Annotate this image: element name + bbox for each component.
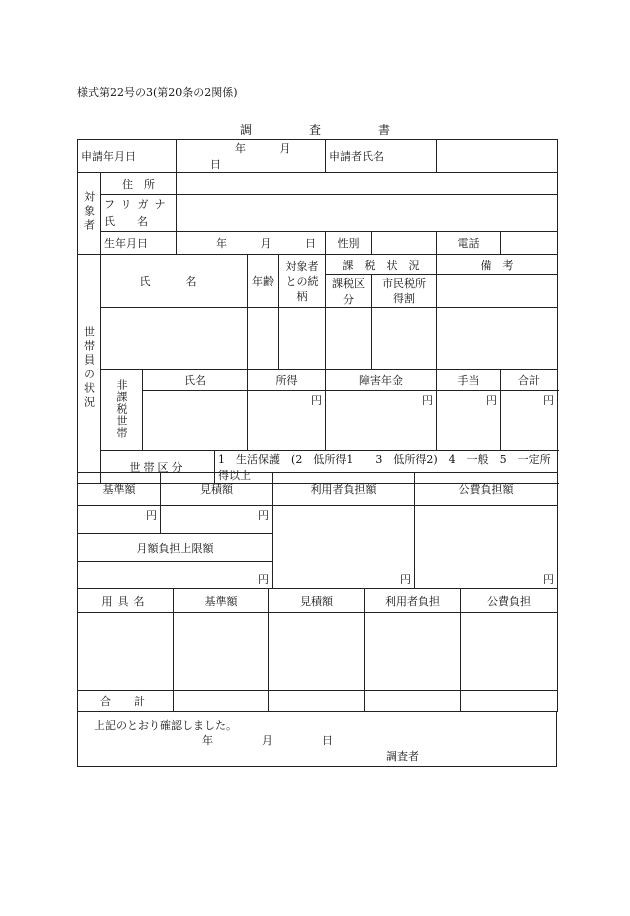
equipment-table	[77, 588, 558, 712]
relation-label: 対象者との続柄	[279, 255, 326, 308]
remarks-field[interactable]	[437, 275, 558, 308]
household-name-label: 氏 名	[101, 255, 248, 308]
investigator-label: 調査者	[386, 750, 419, 763]
amounts-table	[77, 472, 558, 589]
equipment-public-burden-total-field[interactable]	[461, 691, 558, 712]
amounts-header-row	[78, 473, 558, 506]
address-row	[78, 173, 558, 195]
equipment-entry-row	[78, 613, 558, 691]
furigana-name-label: フリガナ 氏 名	[101, 195, 177, 232]
nontax-total-field[interactable]: 円	[501, 391, 558, 451]
nontax-allowance-label: 手当	[437, 370, 501, 391]
nontax-header-row	[78, 370, 558, 391]
document-title	[240, 121, 390, 138]
household-entry-row	[78, 308, 558, 370]
equipment-base-total-field[interactable]	[174, 691, 269, 712]
monthly-cap-field[interactable]: 円	[78, 562, 273, 589]
confirmation-year-label: 年	[202, 734, 213, 747]
form-number: 様式第22号の3(第20条の2関係)	[77, 86, 238, 99]
age-label: 年齢	[248, 255, 279, 308]
application-date-label: 申請年月日	[78, 140, 177, 173]
day-label: 日	[305, 237, 317, 250]
estimate-amount-label: 見積額	[161, 473, 273, 506]
equipment-total-row	[78, 691, 558, 712]
birthdate-label: 生年月日	[101, 232, 177, 255]
birthdate-row	[78, 232, 558, 255]
amounts-value-row	[78, 506, 558, 534]
birthdate-field[interactable]	[177, 232, 326, 255]
title-char: 調	[240, 123, 253, 137]
survey-form-table	[77, 139, 558, 484]
household-category-label: 世帯区分	[101, 451, 215, 484]
confirmation-box	[77, 711, 557, 767]
sex-field[interactable]	[372, 232, 437, 255]
month-label: 月	[260, 237, 272, 250]
equipment-estimate-field[interactable]	[269, 613, 365, 691]
address-label: 住 所	[101, 173, 177, 195]
household-category-options[interactable]: 1 生活保護 (2 低所得1 3 低所得2) 4 一般 5 一定所得以上	[215, 451, 558, 484]
equipment-estimate-total-field[interactable]	[269, 691, 365, 712]
equipment-header-row	[78, 589, 558, 613]
nontax-disability-pension-label: 障害年金	[326, 370, 437, 391]
confirmation-day-label: 日	[322, 734, 333, 747]
nontax-total-label: 合計	[501, 370, 558, 391]
title-char: 書	[377, 123, 390, 137]
title-char: 査	[308, 123, 321, 137]
month-label: 月	[279, 142, 291, 155]
member-tax-category-field[interactable]	[326, 308, 372, 370]
year-label: 年	[235, 142, 247, 155]
sex-label: 性別	[326, 232, 372, 255]
public-burden-amount-label: 公費負担額	[415, 473, 558, 506]
application-date-field[interactable]	[177, 140, 326, 173]
name-row	[78, 195, 558, 232]
equipment-public-burden-label: 公費負担	[461, 589, 558, 613]
phone-label: 電話	[437, 232, 501, 255]
estimate-amount-field[interactable]: 円	[161, 506, 273, 534]
member-city-tax-field[interactable]	[372, 308, 437, 370]
year-label: 年	[216, 237, 228, 250]
nontax-entry-row	[78, 391, 558, 451]
equipment-user-burden-total-field[interactable]	[365, 691, 461, 712]
nontax-income-label: 所得	[248, 370, 326, 391]
user-burden-amount-field[interactable]: 円	[273, 506, 415, 589]
applicant-name-label: 申請者氏名	[326, 140, 437, 173]
equipment-base-field[interactable]	[174, 613, 269, 691]
public-burden-amount-field[interactable]: 円	[415, 506, 558, 589]
member-name-field[interactable]	[101, 308, 248, 370]
nontax-household-label: 非課税世帯	[101, 370, 143, 451]
base-amount-label: 基準額	[78, 473, 161, 506]
equipment-total-label: 合 計	[78, 691, 174, 712]
confirmation-month-label: 月	[262, 734, 273, 747]
nontax-name-field[interactable]	[143, 391, 248, 451]
member-relation-field[interactable]	[279, 308, 326, 370]
tax-status-label: 課 税 状 況	[326, 255, 437, 275]
equipment-public-burden-field[interactable]	[461, 613, 558, 691]
day-label: 日	[210, 158, 222, 171]
member-remarks-field[interactable]	[437, 308, 558, 370]
remarks-label: 備 考	[437, 255, 558, 275]
confirmation-statement: 上記のとおり確認しました。	[94, 719, 237, 732]
city-tax-label: 市民税所得割	[372, 275, 437, 308]
nontax-income-field[interactable]: 円	[248, 391, 326, 451]
nontax-disability-pension-field[interactable]: 円	[326, 391, 437, 451]
application-date-row	[78, 140, 558, 173]
nontax-allowance-field[interactable]: 円	[437, 391, 501, 451]
equipment-base-label: 基準額	[174, 589, 269, 613]
item-name-field[interactable]	[78, 613, 174, 691]
address-field[interactable]	[177, 173, 558, 195]
user-burden-amount-label: 利用者負担額	[273, 473, 415, 506]
base-amount-field[interactable]: 円	[78, 506, 161, 534]
item-name-label: 用具名	[78, 589, 174, 613]
tax-category-label: 課税区分	[326, 275, 372, 308]
equipment-user-burden-field[interactable]	[365, 613, 461, 691]
subject-section-label: 対象者	[78, 173, 101, 255]
household-header-row	[78, 255, 558, 275]
phone-field[interactable]	[501, 232, 558, 255]
household-section-label: 世帯員の状況	[78, 255, 101, 484]
member-age-field[interactable]	[248, 308, 279, 370]
equipment-estimate-label: 見積額	[269, 589, 365, 613]
name-field[interactable]	[177, 195, 558, 232]
monthly-cap-label: 月額負担上限額	[78, 534, 273, 562]
nontax-name-label: 氏名	[143, 370, 248, 391]
applicant-name-field[interactable]	[437, 140, 558, 173]
equipment-user-burden-label: 利用者負担	[365, 589, 461, 613]
